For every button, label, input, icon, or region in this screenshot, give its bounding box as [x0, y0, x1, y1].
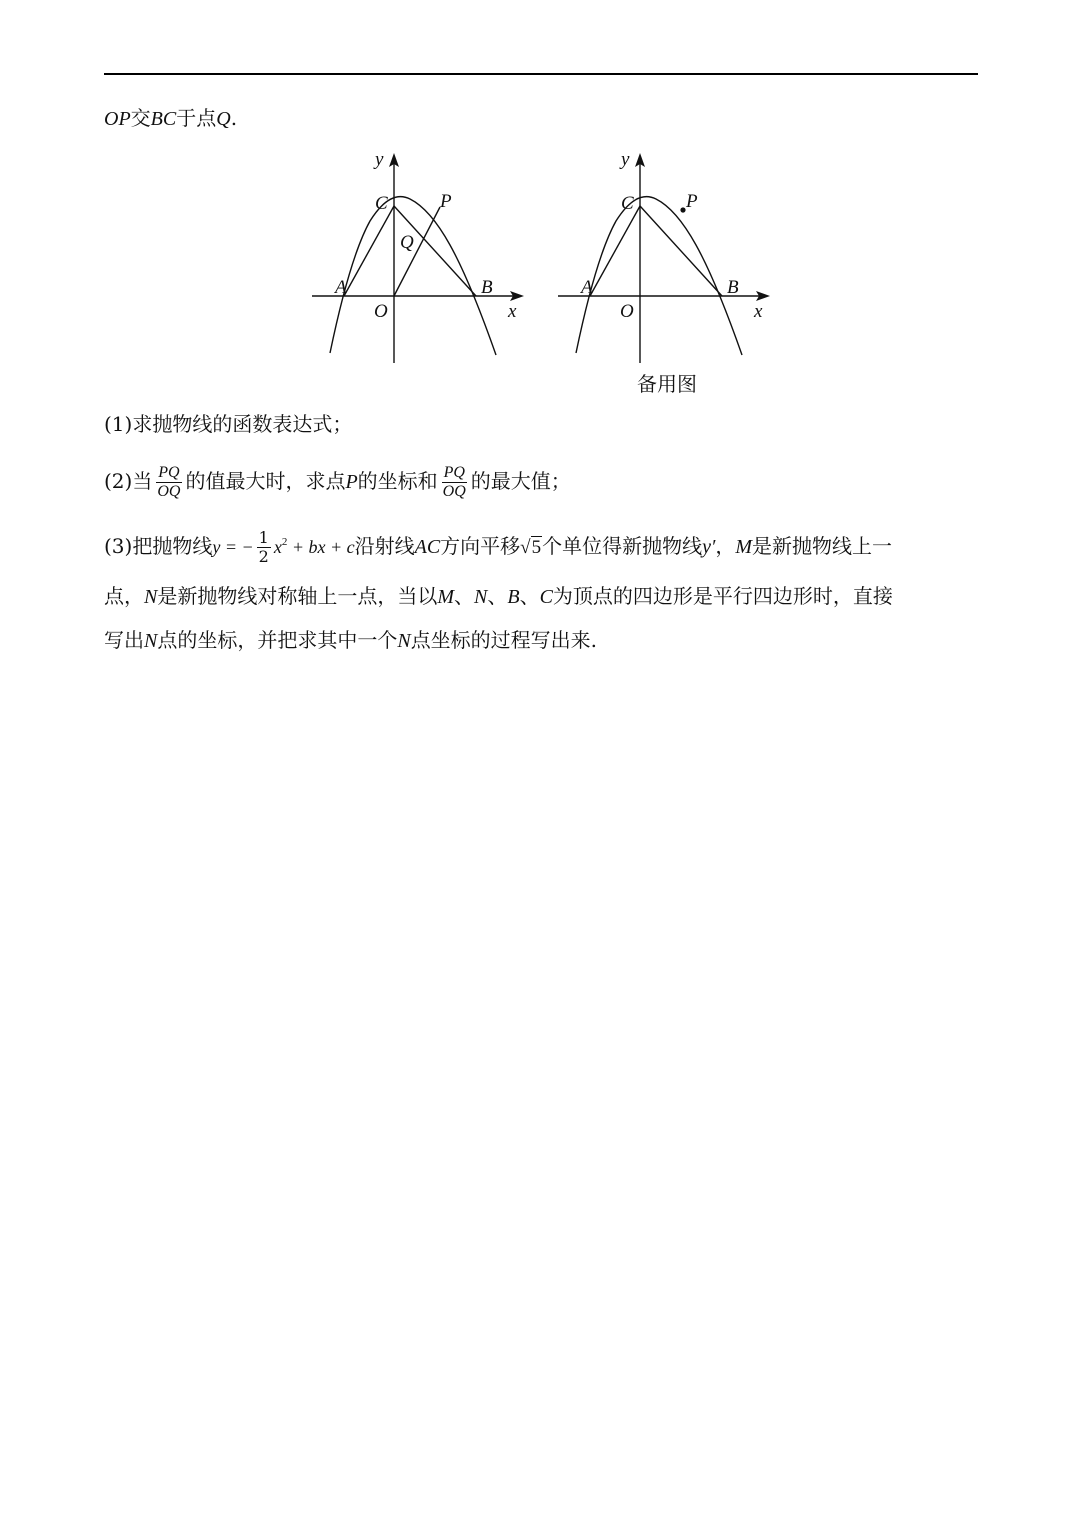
sqrt-five — [520, 536, 542, 558]
ray-ac: AC — [414, 536, 441, 558]
sqrt-value: 5 — [531, 537, 542, 558]
question-1: (1)求抛物线的函数表达式； — [104, 412, 353, 436]
intro-period: . — [230, 106, 238, 130]
q3-mid4: ， — [715, 534, 736, 558]
fraction-denominator: OQ — [442, 483, 466, 500]
fraction-denominator: OQ — [157, 483, 181, 500]
point-b: B — [507, 586, 520, 608]
question-3-line-1 — [104, 528, 892, 566]
fraction-pq-oq — [155, 464, 182, 501]
equation-exponent: 2 — [281, 536, 288, 548]
q3-line2-end: 为顶点的四边形是平行四边形时，直接 — [552, 584, 893, 608]
q3-line2-mid: 是新抛物线对称轴上一点，当以 — [157, 584, 438, 608]
fraction-denominator: 2 — [258, 547, 269, 566]
point-n-2: N — [474, 586, 488, 608]
separator: 、 — [454, 584, 475, 608]
fraction-numerator: 1 — [258, 528, 269, 547]
figure-2-caption: 备用图 — [637, 372, 697, 396]
label-a: A — [581, 277, 593, 298]
fraction-numerator: PQ — [158, 464, 180, 481]
label-x: x — [508, 301, 517, 322]
at-point-word: 于点 — [176, 106, 217, 130]
segment-ac — [344, 206, 394, 296]
label-p: P — [440, 191, 452, 212]
label-b: B — [727, 277, 739, 298]
q3-line2-start: 点， — [104, 584, 144, 608]
intro-line — [104, 104, 237, 133]
question-2 — [104, 464, 571, 501]
label-c: C — [375, 193, 388, 214]
q2-prefix: (2)当 — [104, 469, 153, 493]
fraction-one-half — [257, 529, 271, 566]
point-c: C — [539, 586, 553, 608]
q2-mid2: 的坐标和 — [357, 469, 438, 493]
label-x: x — [754, 301, 763, 322]
label-q: Q — [400, 232, 414, 253]
point-m-2: M — [437, 586, 455, 608]
point-n-4: N — [397, 630, 411, 652]
label-y: y — [375, 149, 384, 170]
fraction-numerator: PQ — [443, 464, 465, 481]
q3-mid3: 个单位得新抛物线 — [542, 534, 703, 558]
q3-mid2: 方向平移 — [440, 534, 521, 558]
point-m: M — [735, 536, 753, 558]
segment-bc: BC — [150, 108, 177, 130]
point-p: P — [345, 471, 358, 493]
q3-prefix: (3)把抛物线 — [104, 534, 213, 558]
label-o: O — [620, 301, 634, 322]
equation-lhs: y = − — [212, 537, 254, 557]
q3-line3-mid: 点的坐标，并把求其中一个 — [157, 628, 398, 652]
equation-x: x — [273, 537, 282, 557]
label-a: A — [335, 277, 347, 298]
q3-line3-end: 点坐标的过程写出来. — [410, 628, 598, 652]
equation-rest: + bx + c — [287, 537, 355, 557]
label-y: y — [621, 149, 630, 170]
question-3-line-3 — [104, 626, 597, 655]
q2-suffix: 的最大值； — [470, 469, 571, 493]
point-n: N — [144, 586, 158, 608]
label-b: B — [481, 277, 493, 298]
separator: 、 — [519, 584, 540, 608]
question-3-line-2 — [104, 582, 893, 611]
label-c: C — [621, 193, 634, 214]
q3-line1-end: 是新抛物线上一 — [752, 534, 893, 558]
segment-cb — [640, 206, 722, 296]
q3-line3-start: 写出 — [104, 628, 144, 652]
q3-mid1: 沿射线 — [354, 534, 415, 558]
y-prime: y′ — [702, 536, 716, 558]
intersect-word: 交 — [130, 106, 151, 130]
header-rule — [104, 73, 978, 75]
segment-op: OP — [104, 108, 131, 130]
fraction-pq-oq-2 — [441, 464, 468, 501]
label-p: P — [686, 191, 698, 212]
point-q: Q — [216, 108, 231, 130]
point-p-dot — [680, 207, 685, 212]
figure-2 — [546, 145, 786, 370]
separator: 、 — [487, 584, 508, 608]
q2-mid: 的值最大时，求点 — [185, 469, 346, 493]
segment-ac — [590, 206, 640, 296]
figure-1 — [300, 145, 540, 370]
sqrt-symbol: √ — [520, 537, 531, 558]
label-o: O — [374, 301, 388, 322]
point-n-3: N — [144, 630, 158, 652]
